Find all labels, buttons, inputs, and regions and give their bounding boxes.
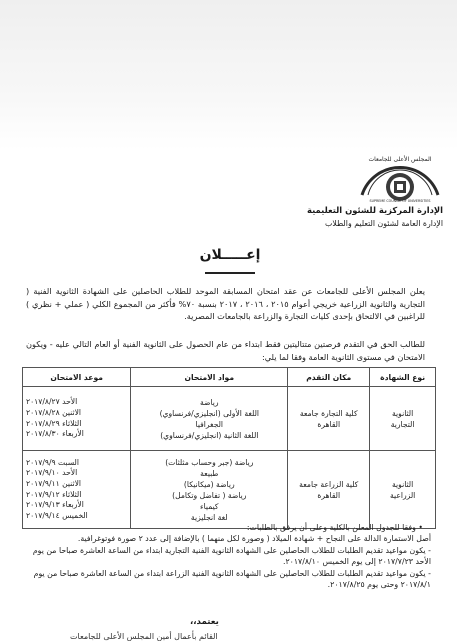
table-row <box>23 451 436 529</box>
table-header-row <box>23 368 436 387</box>
cell-dates: السبت ٢٠١٧/٩/٩ الأحد ٢٠١٧/٩/١٠ الاثنين ٢٠١٧/٩/١١ الثلاثاء ٢٠١٧/٩/١٢ الأربعاء ٢٠١٧/٩/١٣ الخميس ٢٠١٧/٩/١٤ <box>23 451 131 529</box>
cell-place: كلية الزراعة جامعة القاهرة <box>288 451 370 529</box>
cell-certificate: الثانوية التجارية <box>370 387 436 451</box>
cell-dates: الأحد ٢٠١٧/٨/٢٧ الاثنين ٢٠١٧/٨/٢٨ الثلاثاء ٢٠١٧/٨/٢٩ الأربعاء ٢٠١٧/٨/٣٠ <box>23 387 131 451</box>
logo-text-arabic: المجلس الأعلى للجامعات <box>368 156 432 163</box>
header-exam-subjects: مواد الامتحان <box>131 368 288 387</box>
requirements-notes <box>22 522 431 590</box>
table-row <box>23 387 436 451</box>
department-line-2: الإدارة العامة لشئون التعليم والطلاب <box>325 219 443 228</box>
department-line-1: الإدارة المركزية للشئون التعليمية <box>307 205 443 215</box>
exam-schedule-table <box>22 367 436 529</box>
cell-subjects: رياضة اللغة الأولى (انجليزي/فرنساوي) الجغرافيا اللغة الثانية (انجليزي/فرنساوي) <box>131 387 288 451</box>
cell-certificate: الثانوية الزراعية <box>370 451 436 529</box>
header-certificate-type: نوع الشهادة <box>370 368 436 387</box>
intro-paragraph: يعلن المجلس الأعلى للجامعات عن عقد امتحان المسابقة الموحد للطلاب الحاصلين على الشهادة الثانوية الفنية ( التجارية والثانوية الزراعية خريجي أعوام ٢٠١٥ ، ٢٠١٦ ، ٢٠١٧ بنسبة ٧٠% فأكثر من المجموع الكلي ( عملي + نظري ) للراغبين في الالتحاق بإحدى كليات التجارة والزراعة بالجامعات المصرية. <box>26 286 425 322</box>
notes-intro: • وفقا للجدول المعلن بالكلية وعلى أن يرفق بالطلبات: <box>246 523 423 532</box>
cell-place: كلية التجارة جامعة القاهرة <box>288 387 370 451</box>
approval-signoff: يعتمد،، <box>190 617 219 627</box>
title-underline <box>205 272 255 274</box>
rules-paragraph: للطالب الحق في التقدم فرصتين متتاليتين فقط ابتداء من عام الحصول على الثانوية الفنية أو العام التالي عليه - ويكون الامتحان في مستوى الثانوية العامة وفقا لما يلي: <box>26 339 425 362</box>
header-application-place: مكان التقدم <box>288 368 370 387</box>
required-documents: أصل الاستمارة الدالة على النجاح + شهادة الميلاد ( وصورة لكل منهما ) بالإضافة إلى عدد ٢ صورة فوتوغرافية. <box>77 534 431 544</box>
announcement-title: إعـــــلان <box>199 247 261 263</box>
header-exam-dates: موعد الامتحان <box>23 368 131 387</box>
agricultural-application-dates: - يكون مواعيد تقديم الطلبات للطلاب الحاصلين على الشهادة الثانوية الفنية الزراعة ابتداء من الساعة العاشرة صباحا من يوم ٢٠١٧/٨/١ وحتى يوم ٢٠١٧/٨/٢٥. <box>33 568 431 590</box>
logo-text-english: SUPREME COUNCIL OF UNIVERSITIES <box>369 199 431 203</box>
scu-logo <box>356 147 444 205</box>
cell-subjects: رياضة (جبر وحساب مثلثات) طبيعة رياضة (ميكانيكا) رياضة ( تفاضل وتكامل) كيمياء لغة انجليزية <box>131 451 288 529</box>
commercial-application-dates: - يكون مواعيد تقديم الطلبات للطلاب الحاصلين على الشهادة الثانوية الفنية التجارية ابتداء من الساعة العاشرة صباحا من يوم الأحد ٢٠١٧/٧/٢٣ إلى يوم الخميس ٢٠١٧/٨/١٠. <box>32 545 431 567</box>
signatory-title: القائم بأعمال أمين المجلس الأعلى للجامعات <box>70 632 218 641</box>
